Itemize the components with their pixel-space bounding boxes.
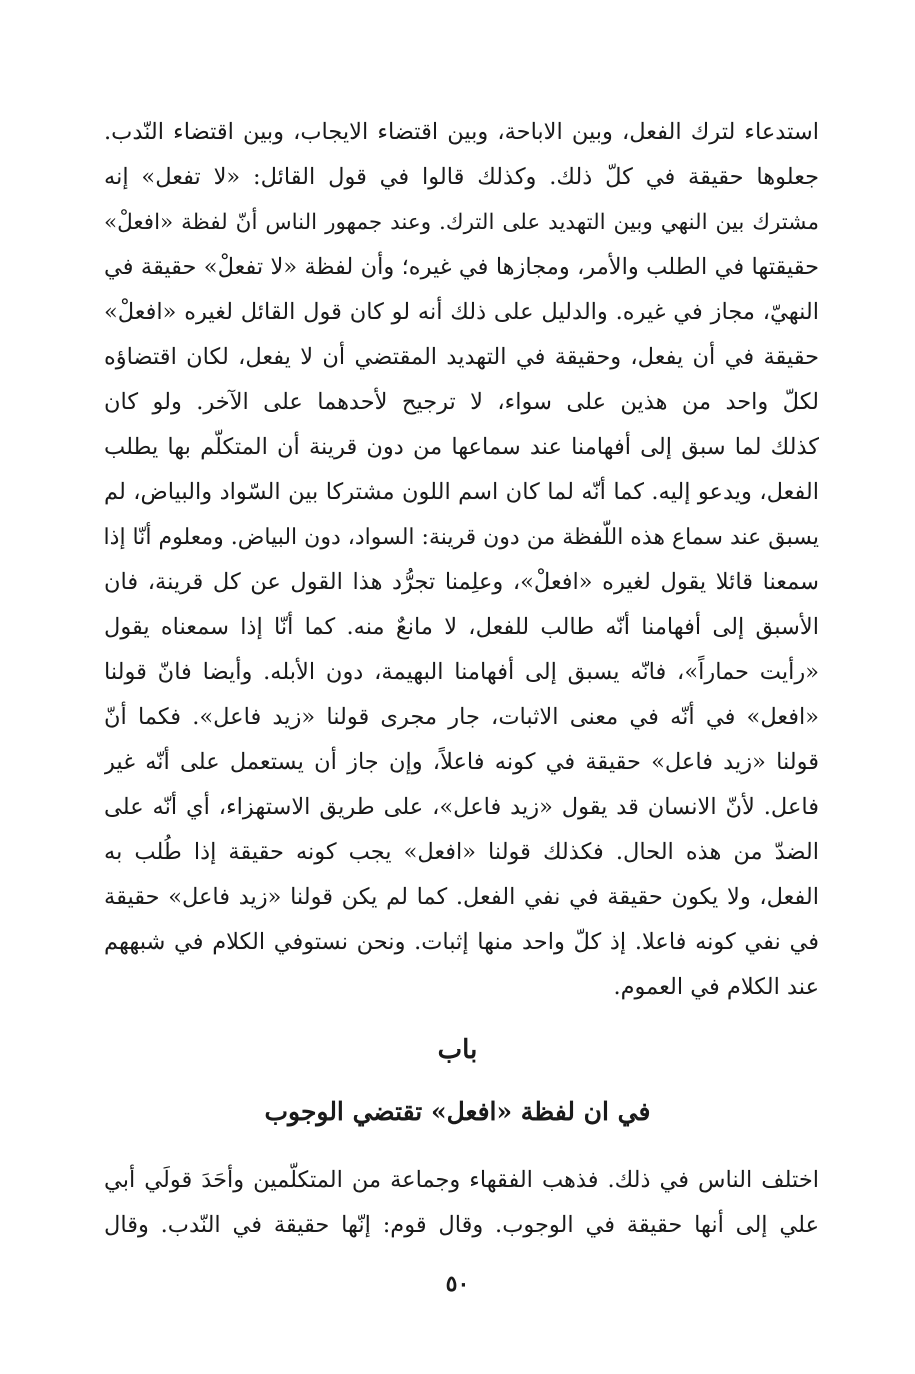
text-line: قولنا «زيد فاعل» حقيقة في كونه فاعلاً، وإن جاز أن يستعمل على أنّه غير [104,749,819,775]
chapter-text [104,1158,819,1248]
text-line: اختلف الناس في ذلك. فذهب الفقهاء وجماعة من المتكلّمين وأحَدَ قولَي أبي [104,1167,819,1193]
text-line-last: عند الكلام في العموم. [613,974,819,1000]
page-number: ٥٠ [445,1271,470,1297]
bab-heading: باب [437,1035,478,1065]
text-line: «افعل» في أنّه في معنى الاثبات، جار مجرى قولنا «زيد فاعل». فكما أنّ [104,704,819,730]
text-line: الفعل، ويدعو إليه. كما أنّه لما كان اسم اللون مشتركا بين السّواد والبياض، لم [104,479,819,505]
text-line: علي إلى أنها حقيقة في الوجوب. وقال قوم: إنّها حقيقة في النّدب. وقال [104,1212,819,1238]
text-line: «رأيت حماراً»، فانّه يسبق إلى أفهامنا البهيمة، دون الأبله. وأيضا فانّ قولنا [104,659,819,685]
text-line: لكلّ واحد من هذين على سواء، لا ترجيح لأحدهما على الآخر. ولو كان [104,389,819,415]
text-line: كذلك لما سبق إلى أفهامنا عند سماعها من دون قرينة أن المتكلّم بها يطلب [104,434,819,460]
text-line: الأسبق إلى أفهامنا أنّه طالب للفعل، لا مانعٌ منه. كما أنّا إذا سمعناه يقول [104,614,819,640]
text-line: حقيقتها في الطلب والأمر، ومجازها في غيره؛ وأن لفظة «لا تفعلْ» حقيقة في [104,254,819,280]
text-line: جعلوها حقيقة في كلّ ذلك. وكذلك قالوا في قول القائل: «لا تفعل» إنه [104,164,819,190]
text-line: الضدّ من هذه الحال. فكذلك قولنا «افعل» يجب كونه حقيقة إذا طُلب به [104,839,819,865]
text-line: الفعل، ولا يكون حقيقة في نفي الفعل. كما لم يكن قولنا «زيد فاعل» حقيقة [104,884,819,910]
text-line: في نفي كونه فاعلا. إذ كلّ واحد منها إثبات. ونحن نستوفي الكلام في شبههم [104,929,819,955]
text-line: فاعل. لأنّ الانسان قد يقول «زيد فاعل»، على طريق الاستهزاء، أي أنّه على [104,794,819,820]
text-line: سمعنا قائلا يقول لغيره «افعلْ»، وعلِمنا تجرُّد هذا القول عن كل قرينة، فان [104,569,819,595]
body-text [104,110,819,1010]
text-line: استدعاء لترك الفعل، وبين الاباحة، وبين اقتضاء الايجاب، وبين اقتضاء النّدب. [104,119,819,145]
text-line: حقيقة في أن يفعل، وحقيقة في التهديد المقتضي أن لا يفعل، لكان اقتضاؤه [104,344,819,370]
text-line: مشترك بين النهي وبين التهديد على الترك. وعند جمهور الناس أنّ لفظة «افعلْ» [104,210,819,235]
chapter-heading: في ان لفظة «افعل» تقتضي الوجوب [264,1097,651,1126]
text-line: النهيّ، مجاز في غيره. والدليل على ذلك أنه لو كان قول القائل لغيره «افعلْ» [104,299,819,325]
text-line: يسبق عند سماع هذه اللّفظة من دون قرينة: السواد، دون البياض. ومعلوم أنّا إذا [104,525,819,550]
